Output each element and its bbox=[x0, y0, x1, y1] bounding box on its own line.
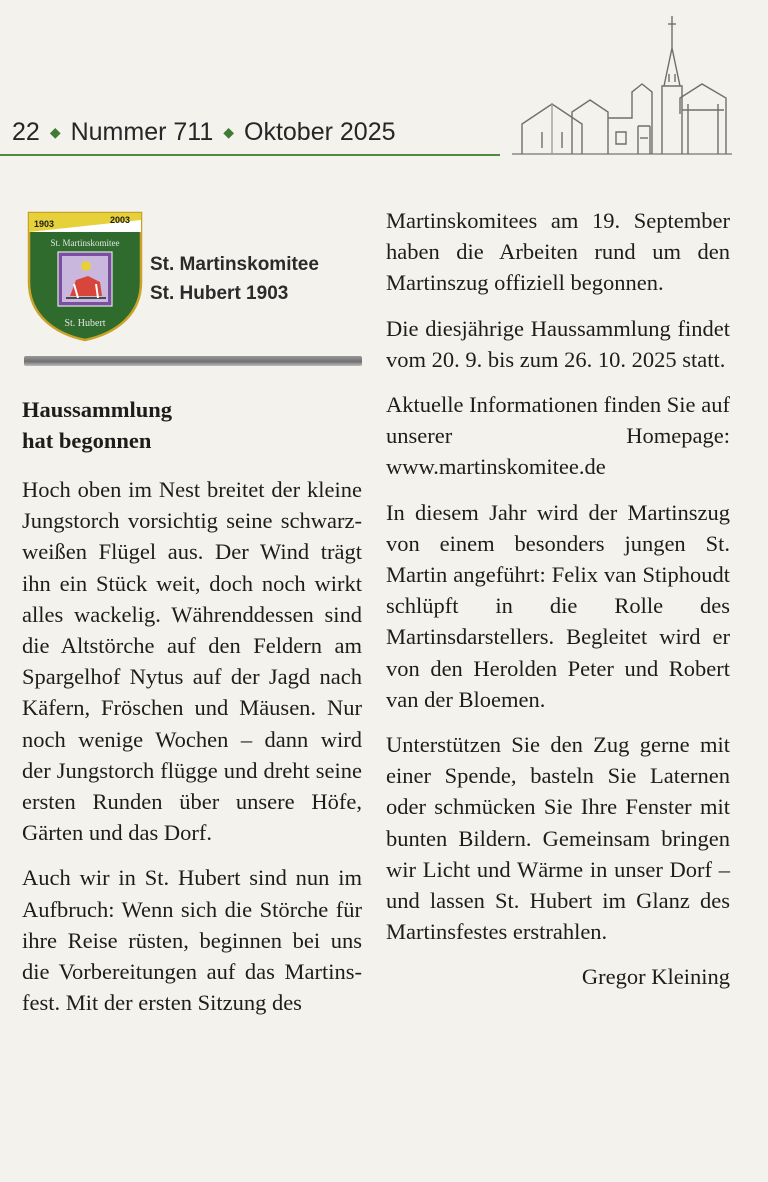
diamond-icon: ◆ bbox=[223, 124, 235, 140]
crest-bottom-text: St. Hubert bbox=[64, 318, 106, 329]
article-paragraph-1: Hoch oben im Nest breitet der kleine Jungstorch vorsichtig seine schwarz-weißen Flügel aus. Der Wind trägt ihn ein Stück weit, doch noch wirkt alles wackelig. Währenddessen sind die Altstörche auf den Feldern am Spargelhof Nytus auf der Jagd nach Käfern, Fröschen und Mäusen. Nur noch wenige Wochen – dann wird der Jungstorch flügge und dreht seine ersten Runden über unsere Höfe, Gärten und das Dorf. bbox=[22, 477, 362, 846]
issue-date: Oktober 2025 bbox=[244, 118, 396, 146]
crest-year-left: 1903 bbox=[34, 219, 55, 229]
crest-logo bbox=[26, 210, 144, 342]
article-column-right bbox=[386, 205, 730, 1007]
organization-logo-block bbox=[26, 210, 366, 342]
article-title-line2: hat begonnen bbox=[22, 428, 152, 453]
article-paragraph-2-continued: Martinskomitees am 19. September haben die Arbeiten rund um den Martinszug offiziell begonnen. bbox=[386, 208, 730, 296]
crest-arch-text: St. Martinskomitee bbox=[50, 238, 120, 248]
article-signature: Gregor Kleining bbox=[581, 964, 730, 990]
article-paragraph-5: In diesem Jahr wird der Martinszug von einem besonders jungen St. Martin angeführt: Felix van Stiphoudt schlüpft in die Rolle des Martinsdarstellers. Begleitet wird er von den Herolden Peter und Robert van der Bloemen. bbox=[386, 499, 730, 712]
article-paragraph-4: Aktuelle Informationen finden Sie auf unserer Homepage: www.martinskomitee.de bbox=[386, 392, 730, 480]
crest-year-right: 2003 bbox=[110, 215, 131, 225]
article-paragraph-6: Unterstützen Sie den Zug gerne mit einer Spende, basteln Sie Laternen oder schmücken Sie Ihre Fenster mit bunten Bildern. Gemeinsam bringen wir Licht und Wärme in unser Dorf – und lassen St. Hubert im Glanz des Martinsfestes erstrahlen. bbox=[386, 732, 730, 945]
diamond-icon: ◆ bbox=[49, 124, 61, 140]
article-paragraph-3: Die diesjährige Haussammlung findet vom 20. 9. bis zum 26. 10. 2025 statt. bbox=[386, 315, 730, 372]
page-number: 22 bbox=[12, 118, 40, 146]
organization-name bbox=[150, 250, 370, 308]
article-column-left bbox=[22, 394, 362, 1018]
org-name-line2: St. Hubert 1903 bbox=[150, 283, 289, 304]
article-title-line1: Haussammlung bbox=[22, 397, 173, 422]
article-title bbox=[22, 394, 362, 456]
org-name-line1: St. Martinskomitee bbox=[150, 254, 319, 275]
issue-number: Nummer 711 bbox=[70, 118, 214, 146]
section-divider bbox=[24, 356, 362, 366]
page-header bbox=[0, 112, 500, 156]
article-paragraph-2: Auch wir in St. Hubert sind nun im Aufbruch: Wenn sich die Störche für ihre Reise rüsten, beginnen bei uns die Vorbereitungen auf das Martinsfest. Mit der ersten Sitzung des bbox=[22, 865, 362, 1016]
header-line bbox=[12, 118, 396, 147]
church-village-illustration bbox=[512, 14, 732, 174]
